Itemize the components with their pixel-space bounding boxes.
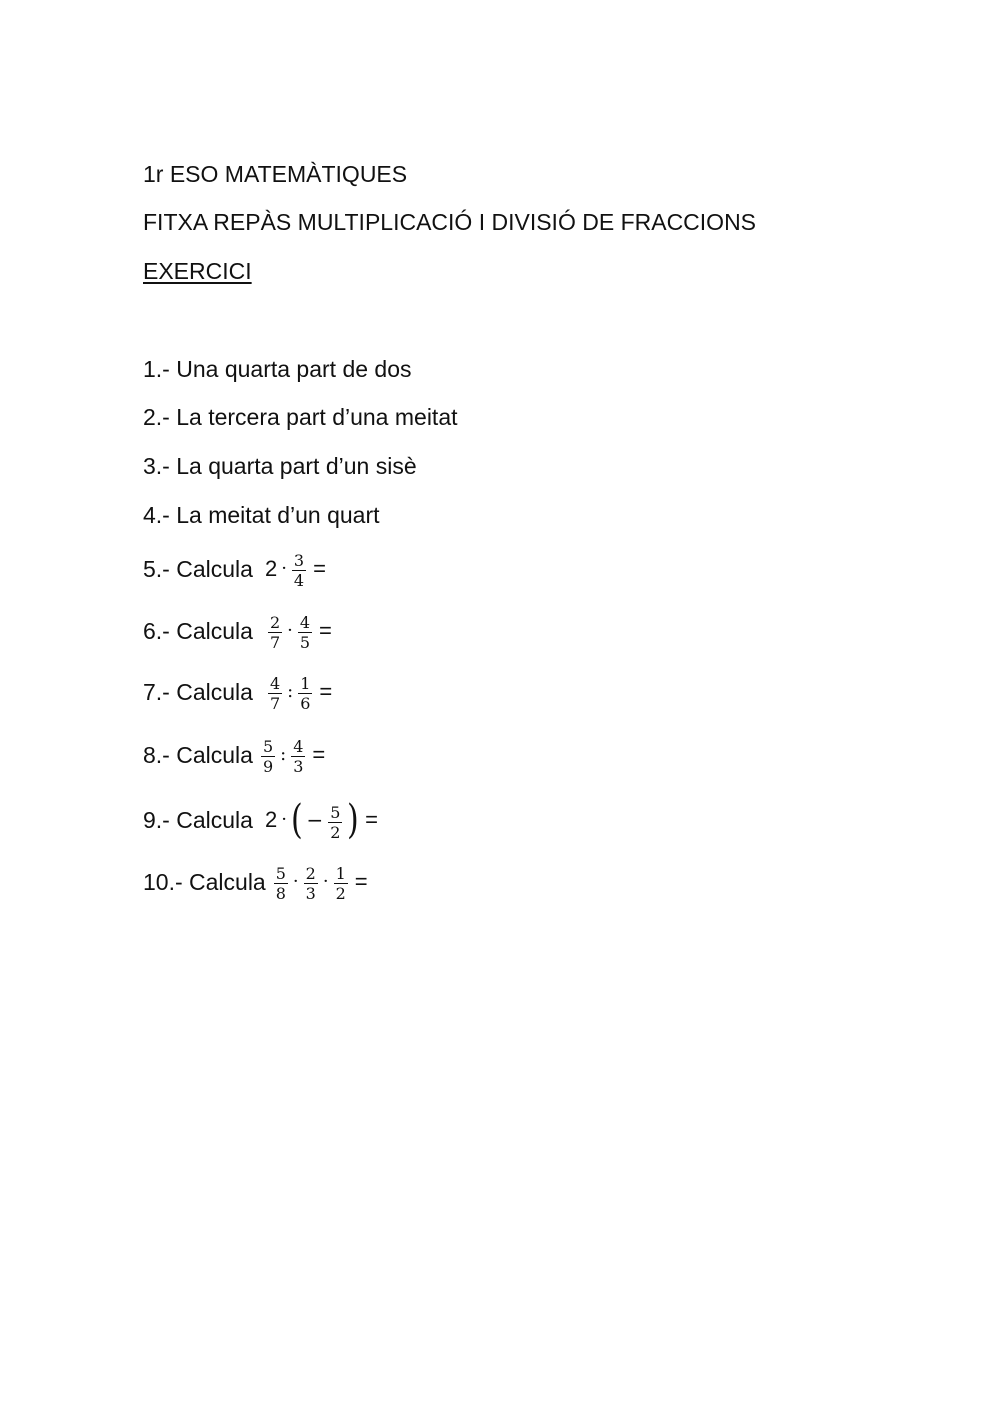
exercise-2-text: 2.- La tercera part d’una meitat bbox=[143, 404, 458, 430]
numerator: 1 bbox=[335, 864, 346, 883]
equals-sign: = bbox=[354, 868, 368, 894]
exercise-3 bbox=[143, 451, 417, 481]
numerator: 4 bbox=[299, 613, 311, 632]
denominator: 7 bbox=[269, 694, 281, 713]
denominator: 3 bbox=[293, 757, 304, 776]
exercise-2 bbox=[143, 402, 458, 432]
fraction bbox=[328, 804, 342, 841]
exercise-9-label: 9.- Calcula bbox=[143, 807, 253, 833]
left-parenthesis: ( bbox=[290, 797, 303, 843]
exercise-10-expression bbox=[271, 863, 368, 903]
exercise-6-label: 6.- Calcula bbox=[143, 617, 253, 644]
denominator: 3 bbox=[305, 884, 316, 903]
numerator: 5 bbox=[330, 802, 341, 822]
denominator: 4 bbox=[293, 571, 305, 590]
exercise-1 bbox=[143, 354, 412, 384]
exercise-5-expression bbox=[264, 550, 326, 590]
numerator: 3 bbox=[293, 551, 305, 570]
minus-sign: − bbox=[306, 808, 324, 832]
multiply-operator: · bbox=[287, 619, 293, 641]
right-parenthesis: ) bbox=[347, 797, 360, 843]
equals-sign: = bbox=[365, 807, 378, 832]
exercise-10 bbox=[143, 863, 368, 903]
numerator: 5 bbox=[275, 864, 286, 883]
equals-sign: = bbox=[313, 555, 326, 581]
exercise-1-text: 1.- Una quarta part de dos bbox=[143, 356, 412, 382]
whole-number: 2 bbox=[264, 807, 278, 832]
exercise-8-expression bbox=[258, 736, 326, 776]
whole-number: 2 bbox=[264, 555, 278, 581]
exercise-4 bbox=[143, 500, 380, 530]
fraction bbox=[268, 614, 282, 651]
fraction bbox=[298, 675, 312, 712]
exercise-7-expression bbox=[265, 673, 333, 713]
worksheet-title: FITXA REPÀS MULTIPLICACIÓ I DIVISIÓ DE FRACCIONS bbox=[143, 209, 757, 235]
denominator: 7 bbox=[269, 633, 281, 652]
fraction bbox=[298, 614, 312, 651]
numerator: 5 bbox=[262, 737, 274, 756]
exercise-4-text: 4.- La meitat d’un quart bbox=[143, 502, 380, 528]
exercise-6 bbox=[143, 612, 332, 652]
divide-operator: : bbox=[287, 680, 294, 702]
multiply-operator: · bbox=[292, 870, 299, 892]
exercise-5-label: 5.- Calcula bbox=[143, 555, 253, 582]
exercise-7 bbox=[143, 673, 333, 713]
denominator: 5 bbox=[299, 633, 311, 652]
equals-sign: = bbox=[312, 741, 326, 767]
fraction bbox=[304, 865, 318, 902]
fraction bbox=[261, 738, 275, 775]
denominator: 2 bbox=[335, 884, 346, 903]
divide-operator: : bbox=[280, 743, 287, 765]
numerator: 4 bbox=[293, 737, 304, 756]
fraction bbox=[291, 738, 305, 775]
equals-sign: = bbox=[319, 678, 333, 704]
exercise-3-text: 3.- La quarta part d’un sisè bbox=[143, 453, 417, 479]
exercise-6-expression bbox=[265, 612, 332, 652]
exercise-7-label: 7.- Calcula bbox=[143, 678, 253, 705]
section-heading: EXERCICI bbox=[143, 258, 252, 284]
multiply-operator: · bbox=[281, 557, 287, 579]
exercise-5 bbox=[143, 550, 326, 590]
exercise-9 bbox=[143, 797, 378, 843]
denominator: 9 bbox=[262, 757, 274, 776]
exercise-9-expression bbox=[264, 797, 378, 843]
fraction bbox=[292, 552, 306, 589]
multiply-operator: · bbox=[322, 870, 329, 892]
fraction bbox=[334, 865, 348, 902]
exercise-10-label: 10.- Calcula bbox=[143, 868, 266, 895]
denominator: 6 bbox=[300, 694, 311, 713]
exercise-8 bbox=[143, 736, 326, 776]
exercise-8-label: 8.- Calcula bbox=[143, 741, 253, 768]
multiply-operator: · bbox=[281, 809, 287, 830]
equals-sign: = bbox=[319, 617, 332, 643]
numerator: 4 bbox=[269, 674, 281, 693]
denominator: 2 bbox=[330, 822, 341, 842]
course-heading: 1r ESO MATEMÀTIQUES bbox=[143, 161, 408, 187]
denominator: 8 bbox=[275, 884, 286, 903]
numerator: 2 bbox=[305, 864, 316, 883]
fraction bbox=[274, 865, 288, 902]
numerator: 1 bbox=[300, 674, 311, 693]
numerator: 2 bbox=[269, 613, 281, 632]
fraction bbox=[268, 675, 282, 712]
